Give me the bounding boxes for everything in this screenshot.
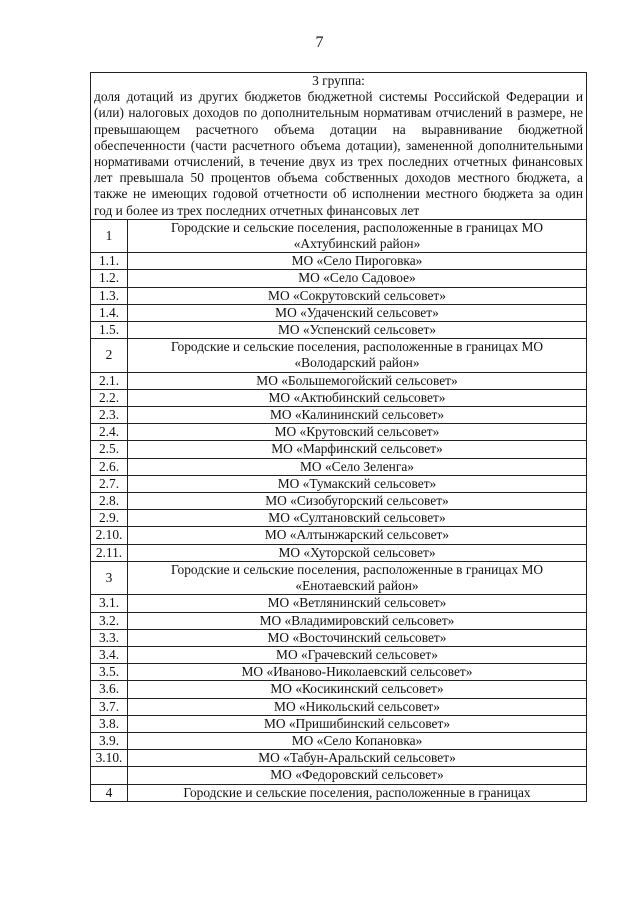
table-row xyxy=(91,510,587,527)
table-row xyxy=(91,270,587,287)
section-title: Городские и сельские поселения, расположенные в границах xyxy=(128,784,587,801)
table-row xyxy=(91,612,587,629)
item-name: МО «Тумакский сельсовет» xyxy=(128,475,587,492)
table-row xyxy=(91,664,587,681)
item-number: 1.1. xyxy=(91,253,128,270)
item-name: МО «Алтынжарский сельсовет» xyxy=(128,527,587,544)
item-name: МО «Марфинский сельсовет» xyxy=(128,441,587,458)
item-name: МО «Село Пироговка» xyxy=(128,253,587,270)
item-name: МО «Грачевский сельсовет» xyxy=(128,646,587,663)
section-title: Городские и сельские поселения, расположенные в границах МО «Ахтубинский район» xyxy=(128,219,587,252)
item-name: МО «Село Копановка» xyxy=(128,732,587,749)
table-row xyxy=(91,475,587,492)
item-name: МО «Удаченский сельсовет» xyxy=(128,304,587,321)
item-number: 2.4. xyxy=(91,424,128,441)
table-row xyxy=(91,304,587,321)
item-number xyxy=(91,767,128,784)
item-name: МО «Никольский сельсовет» xyxy=(128,698,587,715)
item-number: 3.1. xyxy=(91,595,128,612)
table-row xyxy=(91,544,587,561)
item-number: 2.9. xyxy=(91,510,128,527)
section-row xyxy=(91,784,587,801)
item-name: МО «Султановский сельсовет» xyxy=(128,510,587,527)
section-number: 4 xyxy=(91,784,128,801)
group-title: 3 группа: xyxy=(312,73,365,88)
group-description: доля дотаций из других бюджетов бюджетной системы Российской Федерации и (или) налоговых доходов по дополнительным нормативам отчислений в размере, не превышающем расчетного объема дотации на выравнивание бюджетной обеспеченности (части расчетного объема дотации), замененной дополнительными нормативами отчислений, в течение двух из трех последних отчетных финансовых лет превышала 50 процентов объема собственных доходов местного бюджета, а также не имеющих годовой отчетности об исполнении местного бюджета за один год и более из трех последних отчетных финансовых лет xyxy=(94,89,583,218)
section-title: Городские и сельские поселения, расположенные в границах МО «Енотаевский район» xyxy=(128,561,587,594)
item-number: 3.10. xyxy=(91,750,128,767)
table-row xyxy=(91,458,587,475)
item-number: 2.3. xyxy=(91,407,128,424)
table-row xyxy=(91,750,587,767)
table-row xyxy=(91,287,587,304)
item-number: 2.5. xyxy=(91,441,128,458)
table-row xyxy=(91,322,587,339)
table-row xyxy=(91,407,587,424)
item-name: МО «Крутовский сельсовет» xyxy=(128,424,587,441)
table-row xyxy=(91,372,587,389)
item-number: 1.4. xyxy=(91,304,128,321)
table-row xyxy=(91,698,587,715)
item-name: МО «Сокрутовский сельсовет» xyxy=(128,287,587,304)
item-number: 2.1. xyxy=(91,372,128,389)
item-name: МО «Калининский сельсовет» xyxy=(128,407,587,424)
section-title: Городские и сельские поселения, расположенные в границах МО «Володарский район» xyxy=(128,339,587,372)
item-number: 2.10. xyxy=(91,527,128,544)
item-name: МО «Восточинский сельсовет» xyxy=(128,629,587,646)
table-row xyxy=(91,424,587,441)
section-number: 1 xyxy=(91,219,128,252)
item-name: МО «Табун-Аральский сельсовет» xyxy=(128,750,587,767)
group-header-cell xyxy=(91,73,587,220)
item-name: МО «Иваново-Николаевский сельсовет» xyxy=(128,664,587,681)
table-row xyxy=(91,732,587,749)
table-row xyxy=(91,629,587,646)
section-number: 3 xyxy=(91,561,128,594)
table-row xyxy=(91,441,587,458)
table-row xyxy=(91,767,587,784)
table-row xyxy=(91,389,587,406)
municipality-table xyxy=(90,72,587,802)
table-row xyxy=(91,681,587,698)
item-name: МО «Ветлянинский сельсовет» xyxy=(128,595,587,612)
item-name: МО «Сизобугорский сельсовет» xyxy=(128,493,587,510)
table-row xyxy=(91,493,587,510)
item-number: 3.2. xyxy=(91,612,128,629)
item-name: МО «Федоровский сельсовет» xyxy=(128,767,587,784)
item-name: МО «Хуторской сельсовет» xyxy=(128,544,587,561)
table-row xyxy=(91,253,587,270)
page-number: 7 xyxy=(315,34,324,51)
item-name: МО «Пришибинский сельсовет» xyxy=(128,715,587,732)
item-name: МО «Владимировский сельсовет» xyxy=(128,612,587,629)
item-name: МО «Успенский сельсовет» xyxy=(128,322,587,339)
item-number: 3.3. xyxy=(91,629,128,646)
item-number: 2.11. xyxy=(91,544,128,561)
item-number: 2.2. xyxy=(91,389,128,406)
item-name: МО «Село Садовое» xyxy=(128,270,587,287)
item-number: 3.9. xyxy=(91,732,128,749)
item-name: МО «Актюбинский сельсовет» xyxy=(128,389,587,406)
item-number: 3.8. xyxy=(91,715,128,732)
item-number: 1.3. xyxy=(91,287,128,304)
item-number: 1.2. xyxy=(91,270,128,287)
table-body xyxy=(91,73,587,802)
item-number: 3.5. xyxy=(91,664,128,681)
table-row xyxy=(91,646,587,663)
table-row xyxy=(91,595,587,612)
item-number: 1.5. xyxy=(91,322,128,339)
item-number: 3.7. xyxy=(91,698,128,715)
item-name: МО «Большемогойский сельсовет» xyxy=(128,372,587,389)
table-row xyxy=(91,715,587,732)
section-row xyxy=(91,561,587,594)
item-number: 2.6. xyxy=(91,458,128,475)
table-row xyxy=(91,527,587,544)
item-number: 2.8. xyxy=(91,493,128,510)
item-number: 2.7. xyxy=(91,475,128,492)
section-row xyxy=(91,219,587,252)
item-number: 3.4. xyxy=(91,646,128,663)
group-header-row xyxy=(91,73,587,220)
item-name: МО «Село Зеленга» xyxy=(128,458,587,475)
item-name: МО «Косикинский сельсовет» xyxy=(128,681,587,698)
item-number: 3.6. xyxy=(91,681,128,698)
section-row xyxy=(91,339,587,372)
section-number: 2 xyxy=(91,339,128,372)
